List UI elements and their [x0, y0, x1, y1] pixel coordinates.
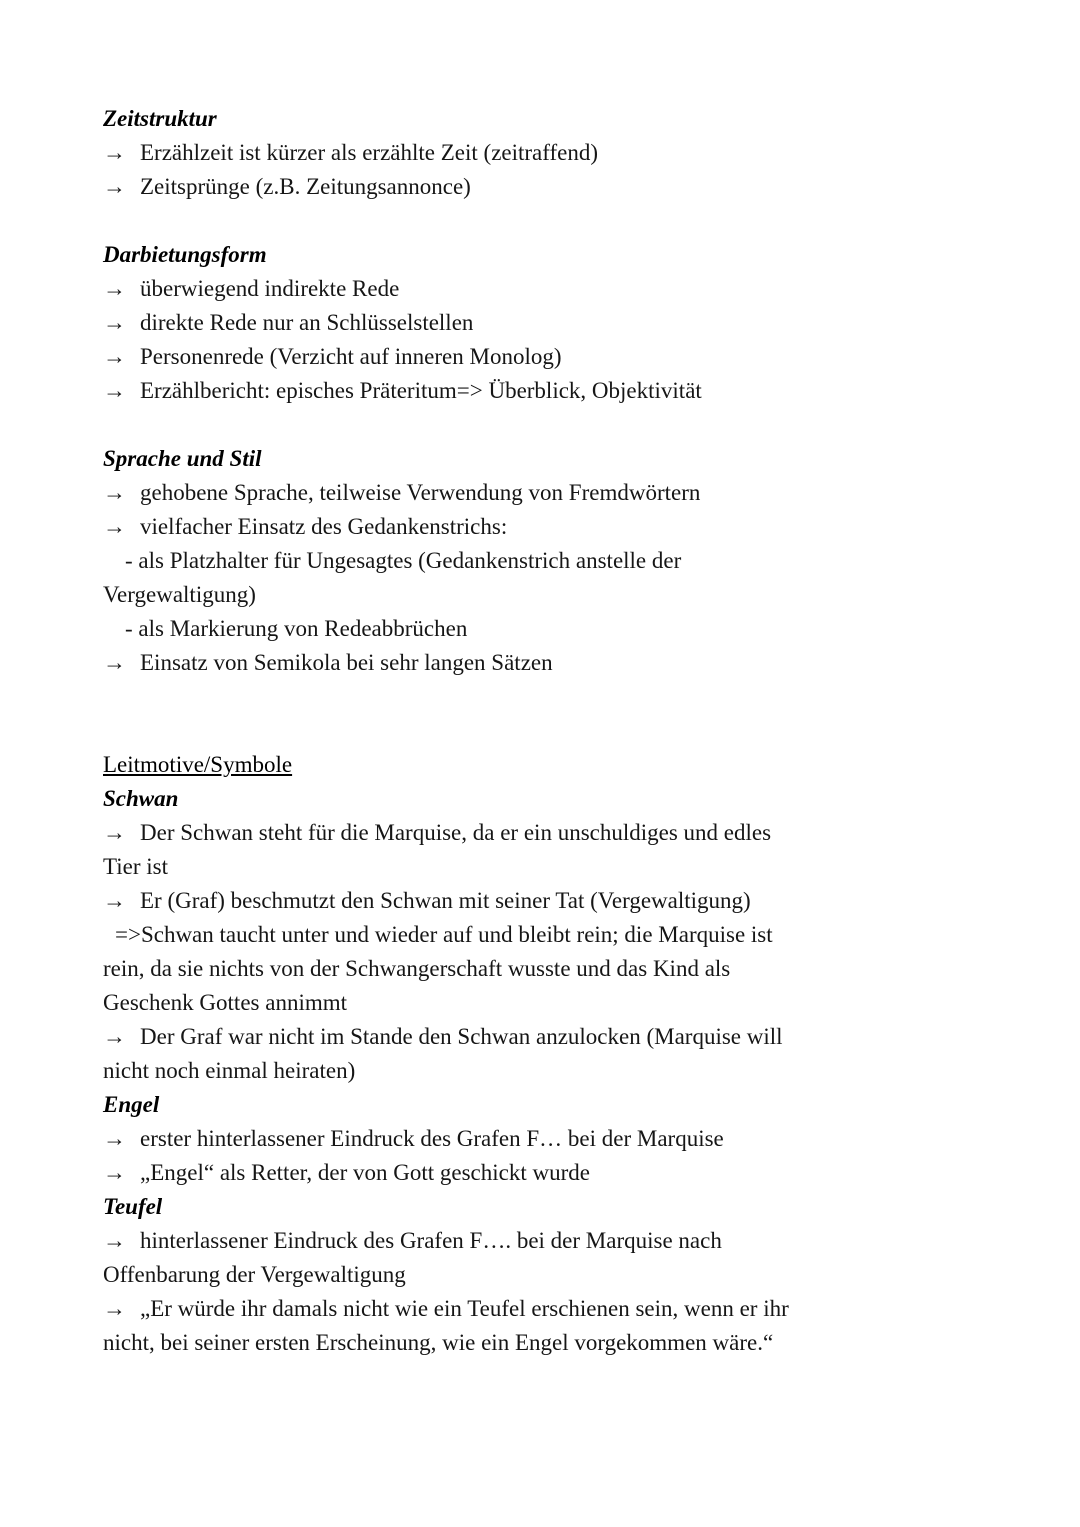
bullet-line: [103, 136, 1020, 170]
section-heading: Engel: [103, 1092, 160, 1117]
arrow-icon: →: [103, 378, 126, 403]
line-text: überwiegend indirekte Rede: [140, 276, 400, 301]
line-text: hinterlassener Eindruck des Grafen F…. bei der Marquise nach: [140, 1228, 722, 1253]
arrow-icon: →: [103, 514, 126, 539]
arrow-icon: →: [103, 1160, 126, 1185]
arrow-icon: →: [103, 1296, 126, 1321]
blank-line: [103, 680, 1020, 714]
section-heading: Schwan: [103, 786, 179, 811]
arrow-icon: →: [103, 480, 126, 505]
blank-line: [103, 204, 1020, 238]
continuation-line: Geschenk Gottes annimmt: [103, 990, 348, 1015]
arrow-icon: →: [103, 1228, 126, 1253]
line-text: gehobene Sprache, teilweise Verwendung von Fremdwörtern: [140, 480, 701, 505]
arrow-icon: →: [103, 276, 126, 301]
line-text: Der Graf war nicht im Stande den Schwan anzulocken (Marquise will: [140, 1024, 783, 1049]
bullet-line: [103, 510, 1020, 544]
section-heading-underlined: Leitmotive/Symbole: [103, 752, 293, 777]
arrow-icon: →: [103, 1126, 126, 1151]
bullet-line: [103, 1224, 1020, 1258]
blank-line: [103, 714, 1020, 748]
bullet-line: [103, 816, 1020, 850]
line-text: Er (Graf) beschmutzt den Schwan mit seiner Tat (Vergewaltigung): [140, 888, 751, 913]
line-text: Zeitsprünge (z.B. Zeitungsannonce): [140, 174, 471, 199]
sub-bullet-line: =>Schwan taucht unter und wieder auf und bleibt rein; die Marquise ist: [115, 922, 773, 947]
line-text: Erzählbericht: episches Präteritum=> Überblick, Objektivität: [140, 378, 702, 403]
bullet-line: [103, 340, 1020, 374]
line-text: direkte Rede nur an Schlüsselstellen: [140, 310, 474, 335]
sub-bullet-line: - als Platzhalter für Ungesagtes (Gedankenstrich anstelle der: [125, 548, 682, 573]
section-heading: Teufel: [103, 1194, 163, 1219]
bullet-line: [103, 1292, 1020, 1326]
continuation-line: Offenbarung der Vergewaltigung: [103, 1262, 406, 1287]
bullet-line: [103, 306, 1020, 340]
continuation-line: Vergewaltigung): [103, 582, 256, 607]
arrow-icon: →: [103, 310, 126, 335]
arrow-icon: →: [103, 174, 126, 199]
sub-bullet-line: - als Markierung von Redeabbrüchen: [125, 616, 468, 641]
arrow-icon: →: [103, 344, 126, 369]
continuation-line: rein, da sie nichts von der Schwangerschaft wusste und das Kind als: [103, 956, 731, 981]
line-text: vielfacher Einsatz des Gedankenstrichs:: [140, 514, 508, 539]
bullet-line: [103, 1156, 1020, 1190]
line-text: Der Schwan steht für die Marquise, da er ein unschuldiges und edles: [140, 820, 772, 845]
bullet-line: [103, 170, 1020, 204]
section-heading: Zeitstruktur: [103, 106, 217, 131]
bullet-line: [103, 884, 1020, 918]
bullet-line: [103, 1020, 1020, 1054]
blank-line: [103, 408, 1020, 442]
arrow-icon: →: [103, 1024, 126, 1049]
section-heading: Darbietungsform: [103, 242, 267, 267]
continuation-line: Tier ist: [103, 854, 168, 879]
arrow-icon: →: [103, 650, 126, 675]
continuation-line: nicht noch einmal heiraten): [103, 1058, 356, 1083]
bullet-line: [103, 1122, 1020, 1156]
arrow-icon: →: [103, 888, 126, 913]
line-text: erster hinterlassener Eindruck des Grafen F… bei der Marquise: [140, 1126, 724, 1151]
line-text: Einsatz von Semikola bei sehr langen Sätzen: [140, 650, 553, 675]
arrow-icon: →: [103, 820, 126, 845]
continuation-line: nicht, bei seiner ersten Erscheinung, wie ein Engel vorgekommen wäre.“: [103, 1330, 774, 1355]
arrow-icon: →: [103, 140, 126, 165]
bullet-line: [103, 272, 1020, 306]
section-heading: Sprache und Stil: [103, 446, 262, 471]
line-text: Erzählzeit ist kürzer als erzählte Zeit (zeitraffend): [140, 140, 599, 165]
bullet-line: [103, 374, 1020, 408]
line-text: „Engel“ als Retter, der von Gott geschickt wurde: [140, 1160, 590, 1185]
bullet-line: [103, 646, 1020, 680]
line-text: „Er würde ihr damals nicht wie ein Teufel erschienen sein, wenn er ihr: [140, 1296, 789, 1321]
line-text: Personenrede (Verzicht auf inneren Monolog): [140, 344, 562, 369]
bullet-line: [103, 476, 1020, 510]
